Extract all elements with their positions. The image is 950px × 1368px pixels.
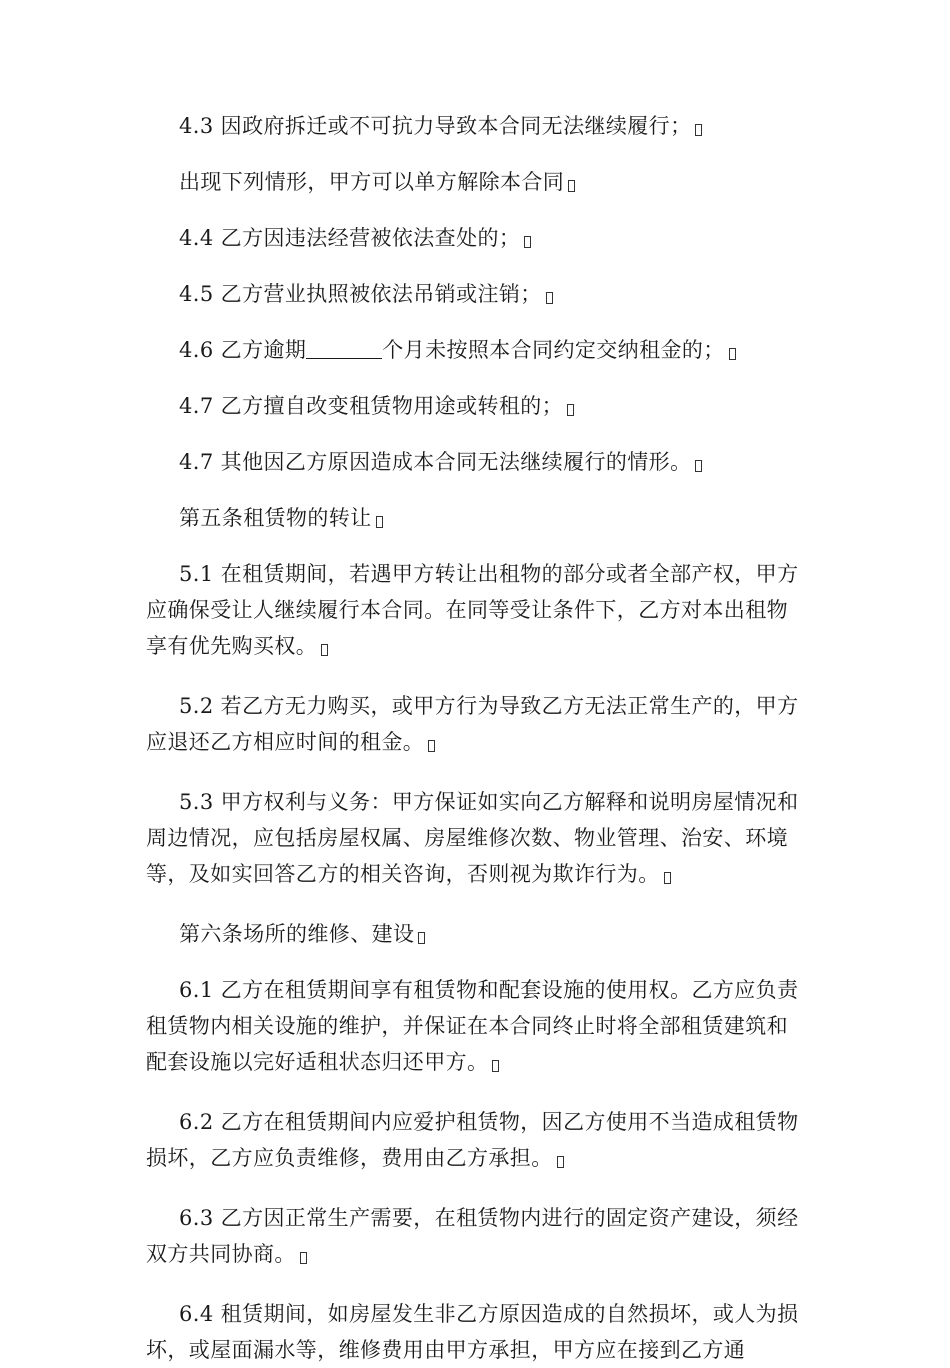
clause-text: 5.1 在租赁期间，若遇甲方转让出租物的部分或者全部产权，甲方应确保受让人继续履行本合同。在同等受让条件下，乙方对本出租物享有优先购买权。 [146, 562, 799, 658]
clause-4-6 [146, 332, 806, 368]
clause-6-2 [146, 1104, 806, 1176]
paragraph-mark-icon [567, 404, 574, 416]
clause-text: 4.7 其他因乙方原因造成本合同无法继续履行的情形。 [179, 450, 692, 474]
clause-text: 4.3 因政府拆迁或不可抗力导致本合同无法继续履行； [179, 114, 692, 138]
paragraph-mark-icon [695, 460, 702, 472]
paragraph-mark-icon [376, 516, 383, 528]
paragraph-mark-icon [568, 180, 575, 192]
clause-text: 6.3 乙方因正常生产需要，在租赁物内进行的固定资产建设，须经双方共同协商。 [146, 1206, 799, 1266]
paragraph-mark-icon [428, 740, 435, 752]
heading-text: 第六条场所的维修、建设 [179, 922, 415, 946]
paragraph-mark-icon [664, 872, 671, 884]
clause-text: 个月未按照本合同约定交纳租金的； [382, 338, 725, 362]
paragraph-mark-icon [300, 1252, 307, 1264]
clause-text: 6.2 乙方在租赁期间内应爱护租赁物，因乙方使用不当造成租赁物损坏，乙方应负责维修，费用由乙方承担。 [146, 1110, 799, 1170]
document-page [146, 108, 806, 1368]
clause-5-3 [146, 784, 806, 892]
clause-text: 出现下列情形，甲方可以单方解除本合同 [179, 170, 565, 194]
article-5-heading [146, 500, 806, 536]
paragraph-mark-icon [321, 644, 328, 656]
fill-in-blank [306, 340, 382, 359]
clause-text: 4.4 乙方因违法经营被依法查处的； [179, 226, 521, 250]
paragraph-mark-icon [546, 292, 553, 304]
paragraph-mark-icon [492, 1060, 499, 1072]
clause-6-4 [146, 1296, 806, 1368]
clause-4-3 [146, 108, 806, 144]
clause-text: 5.3 甲方权利与义务：甲方保证如实向乙方解释和说明房屋情况和周边情况，应包括房屋权属、房屋维修次数、物业管理、治安、环境等，及如实回答乙方的相关咨询，否则视为欺诈行为。 [146, 790, 799, 886]
article-6-heading [146, 916, 806, 952]
clause-text: 5.2 若乙方无力购买，或甲方行为导致乙方无法正常生产的，甲方应退还乙方相应时间的租金。 [146, 694, 799, 754]
clause-4-7-b [146, 444, 806, 480]
paragraph-mark-icon [695, 124, 702, 136]
clause-4-5 [146, 276, 806, 312]
paragraph-mark-icon [729, 348, 736, 360]
clause-4-4 [146, 220, 806, 256]
clause-5-1 [146, 556, 806, 664]
clause-4-7-a [146, 388, 806, 424]
clause-6-3 [146, 1200, 806, 1272]
clause-text: 4.5 乙方营业执照被依法吊销或注销； [179, 282, 542, 306]
paragraph-mark-icon [524, 236, 531, 248]
clause-6-1 [146, 972, 806, 1080]
paragraph-mark-icon [557, 1156, 564, 1168]
paragraph-mark-icon [418, 932, 425, 944]
clause-text: 6.1 乙方在租赁期间享有租赁物和配套设施的使用权。乙方应负责租赁物内相关设施的维护，并保证在本合同终止时将全部租赁建筑和配套设施以完好适租状态归还甲方。 [146, 978, 799, 1074]
heading-text: 第五条租赁物的转让 [179, 506, 372, 530]
clause-5-2 [146, 688, 806, 760]
termination-intro [146, 164, 806, 200]
clause-text: 4.7 乙方擅自改变租赁物用途或转租的； [179, 394, 564, 418]
clause-text: 4.6 乙方逾期 [179, 338, 307, 362]
clause-text: 6.4 租赁期间，如房屋发生非乙方原因造成的自然损坏，或人为损坏，或屋面漏水等，维修费用由甲方承担，甲方应在接到乙方通 [146, 1302, 799, 1362]
